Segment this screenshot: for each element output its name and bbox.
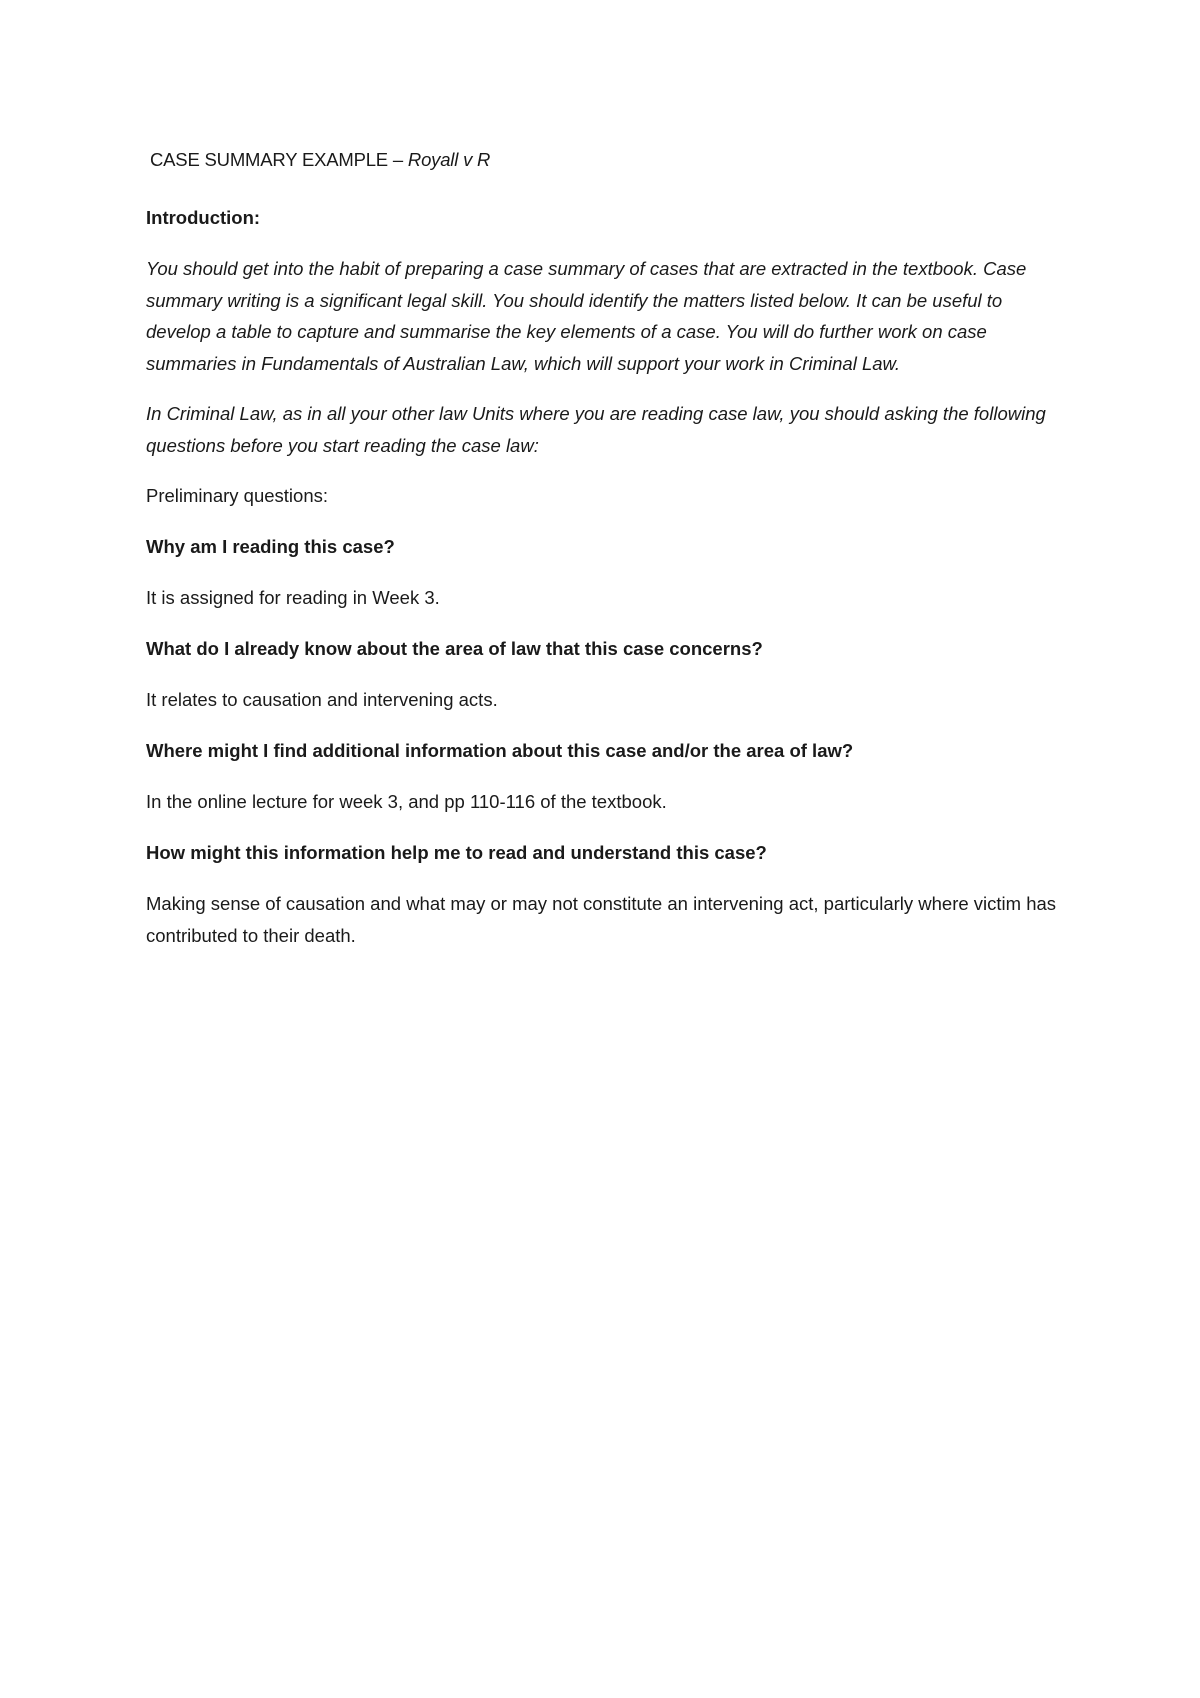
question-help-understand: How might this information help me to read and understand this case? [146,842,767,863]
document-body [146,144,1066,951]
case-name: Royall v R [407,149,491,170]
answer-why-reading: It is assigned for reading in Week 3. [146,587,440,608]
question-already-know: What do I already know about the area of law that this case concerns? [146,638,763,659]
answer-already-know: It relates to causation and intervening acts. [146,689,498,710]
question-additional-info: Where might I find additional information about this case and/or the area of law? [146,740,854,761]
question-why-reading: Why am I reading this case? [146,536,395,557]
criminal-law-paragraph: In Criminal Law, as in all your other law Units where you are reading case law, you should asking the following questions before you start reading the case law: [146,403,1046,456]
preliminary-questions-label: Preliminary questions: [146,485,328,506]
title-prefix: CASE SUMMARY EXAMPLE – [150,149,408,170]
document-title [150,144,1066,176]
answer-help-understand: Making sense of causation and what may or may not constitute an intervening act, particularly where victim has contributed to their death. [146,893,1057,946]
answer-additional-info: In the online lecture for week 3, and pp 110-116 of the textbook. [146,791,667,812]
intro-paragraph: You should get into the habit of preparing a case summary of cases that are extracted in the textbook. Case summary writing is a significant legal skill. You should identify the matters listed below. It can be useful to develop a table to capture and summarise the key elements of a case. You will do further work on case summaries in Fundamentals of Australian Law, which will support your work in Criminal Law. [146,258,1027,374]
introduction-heading: Introduction: [146,207,261,228]
